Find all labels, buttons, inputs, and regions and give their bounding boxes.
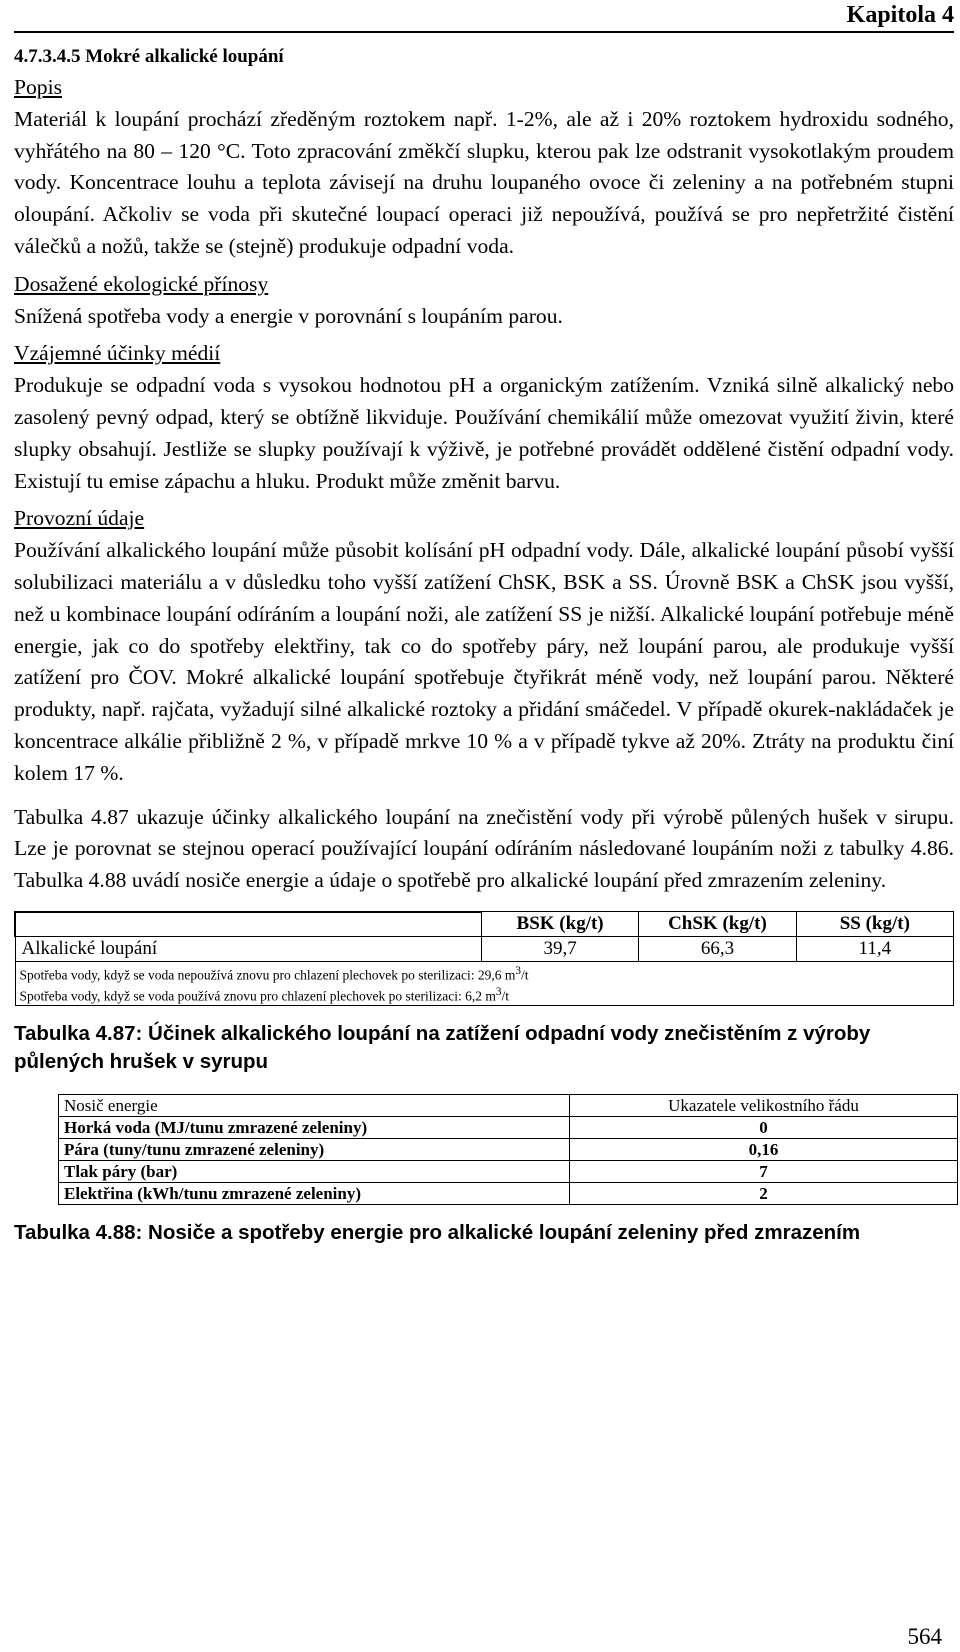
- table-row-label: Pára (tuny/tunu zmrazené zeleniny): [59, 1139, 570, 1161]
- popis-heading: Popis: [14, 75, 63, 99]
- table-row-label: Elektřina (kWh/tunu zmrazené zeleniny): [59, 1183, 570, 1205]
- cross-media-paragraph: Produkuje se odpadní voda s vysokou hodnotou pH a organickým zatížením. Vzniká silně alkalický nebo zasolený pevný odpad, který se obtížně likviduje. Používání chemikálií může omezovat využití živin, které slupky obsahují. Jestliže se slupky používají k výživě, je potřebné provádět oddělené čistění odpadní vody. Existují tu emise zápachu a hluku. Produkt může změnit barvu.: [14, 373, 954, 493]
- table-header-cell: Ukazatele velikostního řádu: [570, 1095, 958, 1117]
- table-row: [59, 1117, 958, 1139]
- note-text: Spotřeba vody, když se voda používá znovu pro chlazení plechovek po sterilizaci: 6,2 m: [19, 988, 496, 1004]
- table-row: [59, 1183, 958, 1205]
- section-heading: 4.7.3.4.5 Mokré alkalické loupání: [14, 46, 284, 67]
- table-cell: 11,4: [796, 937, 953, 962]
- table-corner-cell: [15, 912, 481, 937]
- table-cell: 0: [570, 1117, 958, 1139]
- table-4-87-caption: Tabulka 4.87: Účinek alkalického loupání na zatížení odpadní vody znečistěním z výroby půlených hrušek v syrupu: [14, 1022, 871, 1074]
- operational-data-heading: Provozní údaje: [14, 506, 145, 531]
- table-4-88: [58, 1094, 958, 1205]
- table-row: [59, 1161, 958, 1183]
- table-header-row: [15, 912, 954, 937]
- page-content: [14, 42, 954, 1247]
- page-number: 564: [907, 1624, 942, 1649]
- table-cell: 2: [570, 1183, 958, 1205]
- eco-benefits-heading: Dosažené ekologické přínosy: [14, 271, 269, 296]
- cross-media-heading: Vzájemné účinky médií: [14, 341, 221, 366]
- note-superscript: 3: [515, 965, 521, 978]
- table-header-cell: ChSK (kg/t): [639, 912, 796, 937]
- table-cell: 39,7: [481, 937, 638, 962]
- header-rule: [14, 31, 954, 33]
- operational-data-paragraph: Používání alkalického loupání může působit kolísání pH odpadní vody. Dále, alkalické loupání působí vyšší solubilizaci materiálu a v důsledku toho vyšší zatížení ChSK, BSK a SS. Úrovně BSK a ChSK jsou vyšší, než u kombinace loupání odíráním a loupání noži, ale zatížení SS je nižší. Alkalické loupání potřebuje méně energie, jak co do spotřeby elektřiny, tak co do spotřeby páry, než loupání parou, ale produkuje vyšší zatížení pro ČOV. Mokré alkalické loupání spotřebuje čtyřikrát méně vody, než loupání parou. Některé produkty, např. rajčata, vyžadují silné alkalické roztoky a přidání smáčedel. V případě okurek-nakládaček je koncentrace alkálie přibližně 2 %, v případě mrkve 10 % a v případě tykve až 20%. Ztráty na produktu činí kolem 17 %.: [14, 538, 954, 785]
- table-header-row: [59, 1095, 958, 1117]
- table-4-88-caption: Tabulka 4.88: Nosiče a spotřeby energie pro alkalické loupání zeleniny před zmrazením: [14, 1221, 861, 1245]
- table-intro-paragraph: Tabulka 4.87 ukazuje účinky alkalického loupání na znečistění vody při výrobě půlených hušek v sirupu. Lze je porovnat se stejnou operací používající loupání odíráním následované loupáním noži z tabulky 4.86. Tabulka 4.88 uvádí nosiče energie a údaje o spotřebě pro alkalické loupání před zmrazením zeleniny.: [14, 804, 954, 893]
- table-header-cell: BSK (kg/t): [481, 912, 638, 937]
- note-unit: /t: [501, 988, 509, 1004]
- note-text: Spotřeba vody, když se voda nepoužívá znovu pro chlazení plechovek po sterilizaci: 29,6 m: [19, 967, 516, 983]
- table-4-87: [14, 911, 954, 1007]
- table-header-cell: Nosič energie: [59, 1095, 570, 1117]
- chapter-header: Kapitola 4: [846, 2, 954, 28]
- table-cell: 66,3: [639, 937, 796, 962]
- note-superscript: 3: [495, 985, 502, 998]
- table-row-label: Tlak páry (bar): [59, 1161, 570, 1183]
- table-row: [15, 937, 954, 962]
- popis-paragraph: Materiál k loupání prochází zředěným roztokem např. 1-2%, ale až i 20% roztokem hydroxidu sodného, vyhřátého na 80 – 120 °C. Toto zpracování změkčí slupku, kterou pak lze odstranit vysokotlakým proudem vody. Koncentrace louhu a teplota závisejí na druhu loupaného ovoce či zeleniny a na potřebném stupni oloupání. Ačkoliv se voda při skutečné loupací operaci již nepoužívá, používá se pro nepřetržité čistění válečků a nožů, takže se (stejně) produkuje odpadní voda.: [14, 106, 954, 258]
- table-cell: 0,16: [570, 1139, 958, 1161]
- table-row-label: Horká voda (MJ/tunu zmrazené zeleniny): [59, 1117, 570, 1139]
- table-row: [59, 1139, 958, 1161]
- table-row-label: Alkalické loupání: [15, 937, 481, 962]
- table-note-row: [15, 962, 954, 1006]
- eco-benefits-paragraph: Snížená spotřeba vody a energie v porovnání s loupáním parou.: [14, 303, 563, 328]
- table-cell: 7: [570, 1161, 958, 1183]
- table-header-cell: SS (kg/t): [796, 912, 953, 937]
- table-note: [15, 962, 954, 1006]
- note-unit: /t: [520, 967, 529, 983]
